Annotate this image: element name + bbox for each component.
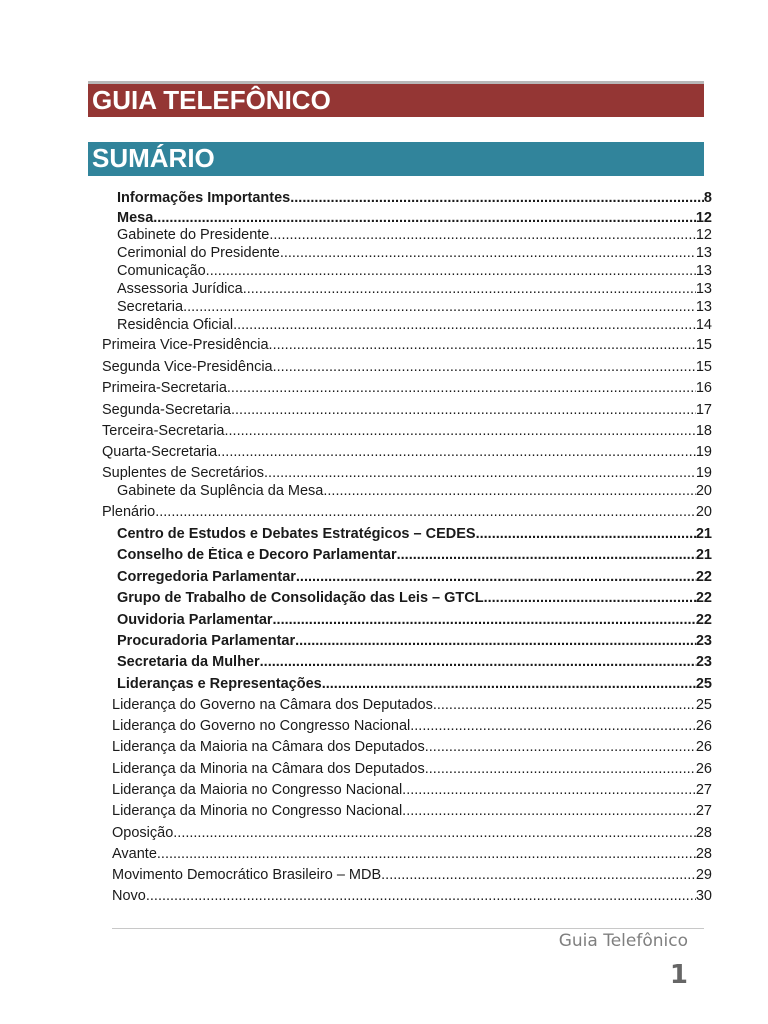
toc-dot-leader [146,888,696,904]
toc-dot-leader [484,590,696,606]
toc-entry-label: Segunda-Secretaria [102,402,231,418]
toc-entry-label: Assessoria Jurídica [117,281,243,297]
toc-entry-label: Grupo de Trabalho de Consolidação das Leis – GTCL [117,590,484,606]
toc-entry-label: Conselho de Ética e Decoro Parlamentar [117,547,397,563]
toc-entry-page: 12 [695,210,712,226]
toc-dot-leader [410,718,696,734]
toc-entry-label: Liderança da Minoria na Câmara dos Deputados [112,761,425,777]
toc-entry-page: 25 [695,697,712,713]
toc-entry-page: 20 [695,483,712,499]
document-title: GUIA TELEFÔNICO [92,85,331,115]
toc-entry-page: 23 [695,633,712,649]
toc-entry[interactable] [112,803,712,822]
toc-entry[interactable] [117,483,712,502]
toc-entry-page: 26 [695,761,712,777]
toc-entry-page: 17 [695,402,712,418]
toc-entry[interactable] [102,465,712,484]
toc-entry-page: 28 [695,825,712,841]
toc-dot-leader [381,867,696,883]
document-title-bar [88,84,704,117]
toc-dot-leader [217,444,696,460]
toc-dot-leader [173,825,696,841]
toc-entry-label: Segunda Vice-Presidência [102,359,273,375]
toc-entry[interactable] [112,761,712,780]
toc-dot-leader [323,483,695,499]
toc-entry-page: 30 [695,888,712,904]
toc-dot-leader [225,423,696,439]
toc-dot-leader [269,227,696,243]
toc-entry-page: 23 [695,654,712,670]
toc-entry-label: Secretaria da Mulher [117,654,260,670]
toc-entry-page: 16 [695,380,712,396]
toc-entry[interactable] [112,846,712,865]
toc-entry-page: 13 [695,245,712,261]
toc-entry-label: Avante [112,846,157,862]
toc-dot-leader [231,402,696,418]
toc-entry-label: Corregedoria Parlamentar [117,569,296,585]
toc-dot-leader [260,654,696,670]
toc-dot-leader [273,612,696,628]
toc-entry-label: Novo [112,888,146,904]
toc-dot-leader [476,526,696,542]
toc-entry-label: Liderança do Governo no Congresso Nacional [112,718,411,734]
toc-entry-page: 21 [695,547,712,563]
summary-heading-bar [88,142,704,176]
toc-entry[interactable] [112,739,712,758]
toc-entry[interactable] [117,245,712,264]
toc-entry-label: Comunicação [117,263,206,279]
toc-entry-label: Residência Oficial [117,317,234,333]
toc-dot-leader [269,337,696,353]
summary-heading: SUMÁRIO [92,143,215,173]
toc-entry-label: Centro de Estudos e Debates Estratégicos – CEDES [117,526,476,542]
toc-entry-page: 28 [695,846,712,862]
toc-entry-label: Quarta-Secretaria [102,444,218,460]
toc-entry-page: 12 [695,227,712,243]
toc-entry[interactable] [117,299,712,318]
toc-entry-label: Gabinete do Presidente [117,227,270,243]
toc-entry-label: Liderança da Maioria no Congresso Nacional [112,782,403,798]
toc-dot-leader [295,633,696,649]
toc-entry-label: Primeira Vice-Presidência [102,337,269,353]
toc-entry-label: Plenário [102,504,156,520]
toc-dot-leader [290,190,704,206]
toc-entry[interactable] [102,423,712,442]
toc-entry-page: 19 [695,444,712,460]
toc-entry-page: 18 [695,423,712,439]
toc-entry-label: Gabinete da Suplência da Mesa [117,483,324,499]
toc-entry-page: 13 [695,299,712,315]
toc-entry-label: Primeira-Secretaria [102,380,227,396]
toc-entry-page: 25 [695,676,712,692]
toc-entry-page: 29 [695,867,712,883]
toc-dot-leader [280,245,696,261]
toc-entry-label: Procuradoria Parlamentar [117,633,296,649]
toc-entry[interactable] [117,281,712,300]
toc-entry-page: 20 [695,504,712,520]
toc-entry-page: 22 [695,612,712,628]
toc-entry-label: Terceira-Secretaria [102,423,225,439]
footer-document-title: Guia Telefônico [558,931,688,951]
toc-dot-leader [296,569,696,585]
toc-dot-leader [425,739,696,755]
toc-entry-label: Cerimonial do Presidente [117,245,280,261]
toc-dot-leader [157,846,696,862]
toc-entry-label: Ouvidoria Parlamentar [117,612,273,628]
toc-entry[interactable] [117,190,712,209]
toc-entry-page: 13 [695,263,712,279]
toc-entry-page: 26 [695,718,712,734]
toc-entry-page: 22 [695,590,712,606]
toc-entry[interactable] [102,504,712,523]
toc-entry[interactable] [102,402,712,421]
toc-dot-leader [433,697,696,713]
footer-page-number: 1 [669,960,688,990]
toc-entry-label: Lideranças e Representações [117,676,322,692]
toc-dot-leader [155,504,696,520]
toc-entry[interactable] [117,633,712,652]
footer-rule [112,928,704,929]
toc-entry[interactable] [117,263,712,282]
toc-entry[interactable] [102,444,712,463]
toc-entry-label: Informações Importantes [117,190,291,206]
toc-entry[interactable] [117,227,712,246]
toc-dot-leader [153,210,696,226]
toc-entry-page: 13 [695,281,712,297]
toc-dot-leader [183,299,696,315]
toc-dot-leader [233,317,696,333]
toc-dot-leader [264,465,696,481]
toc-entry-label: Liderança da Minoria no Congresso Nacional [112,803,403,819]
toc-dot-leader [425,761,696,777]
toc-entry[interactable] [117,654,712,673]
toc-entry[interactable] [112,782,712,801]
toc-entry-page: 8 [703,190,712,206]
toc-dot-leader [322,676,696,692]
toc-entry-label: Movimento Democrático Brasileiro – MDB [112,867,382,883]
toc-entry[interactable] [112,718,712,737]
toc-entry[interactable] [117,569,712,588]
toc-entry[interactable] [112,825,712,844]
toc-entry-label: Liderança da Maioria na Câmara dos Deputados [112,739,425,755]
toc-dot-leader [397,547,696,563]
toc-entry-label: Oposição [112,825,174,841]
toc-entry-page: 19 [695,465,712,481]
toc-entry-page: 15 [695,359,712,375]
toc-entry[interactable] [102,337,712,356]
toc-entry-label: Mesa [117,210,154,226]
toc-entry[interactable] [102,380,712,399]
toc-entry[interactable] [112,867,712,886]
toc-entry[interactable] [117,317,712,336]
toc-entry-page: 27 [695,803,712,819]
toc-dot-leader [273,359,696,375]
toc-entry-page: 27 [695,782,712,798]
toc-entry-label: Suplentes de Secretários [102,465,265,481]
toc-dot-leader [402,782,696,798]
toc-entry-label: Secretaria [117,299,184,315]
toc-entry[interactable] [102,359,712,378]
toc-entry[interactable] [117,676,712,695]
toc-entry-page: 22 [695,569,712,585]
toc-dot-leader [206,263,696,279]
toc-entry-page: 15 [695,337,712,353]
toc-entry-page: 21 [695,526,712,542]
toc-dot-leader [243,281,696,297]
toc-entry[interactable] [117,590,712,609]
toc-dot-leader [227,380,696,396]
toc-entry[interactable] [112,888,712,907]
toc-dot-leader [402,803,696,819]
toc-entry[interactable] [117,547,712,566]
toc-entry-page: 26 [695,739,712,755]
toc-entry[interactable] [117,612,712,631]
toc-entry[interactable] [117,526,712,545]
toc-entry[interactable] [112,697,712,716]
toc-entry-page: 14 [695,317,712,333]
toc-entry-label: Liderança do Governo na Câmara dos Deputados [112,697,433,713]
